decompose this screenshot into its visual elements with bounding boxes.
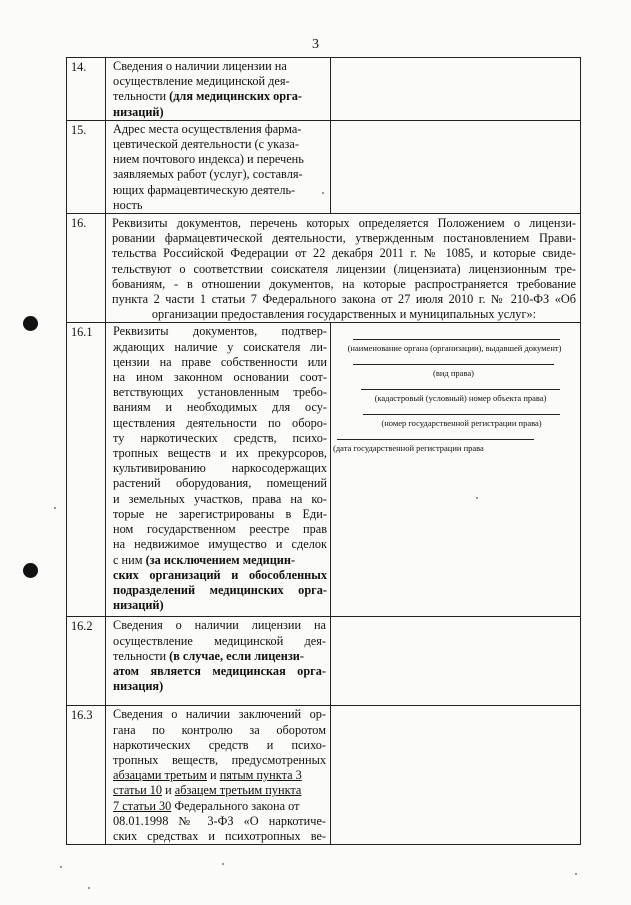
registration-date-field[interactable] — [333, 439, 534, 464]
desc-line: ровании фармацевтической деятельности, утвержденным постановлением Прави- — [112, 231, 576, 246]
scan-speck — [575, 873, 577, 875]
desc-text: и — [162, 783, 175, 798]
law-reference-link[interactable]: пятым пункта 3 — [219, 768, 302, 783]
right-type-field[interactable] — [353, 364, 554, 389]
scan-speck — [60, 866, 62, 868]
desc-text: и — [206, 768, 220, 783]
scan-speck — [88, 887, 90, 889]
scan-speck — [476, 497, 478, 499]
value-cell-15[interactable] — [331, 120, 581, 213]
desc-line: ских средствах и психотропных ве- — [113, 829, 326, 844]
desc-line: Реквизиты документов, подтвер- — [113, 324, 327, 339]
desc-line — [113, 89, 326, 104]
desc-line: ющих фармацевтическую деятель- — [113, 182, 296, 197]
page-number: 3 — [312, 37, 319, 52]
value-cell-14[interactable] — [331, 58, 581, 121]
license-form-table — [66, 57, 581, 845]
row-number: 15. — [67, 120, 106, 213]
row-number: 16.1 — [67, 323, 106, 617]
desc-line: тропных веществ, предусмотренных — [113, 753, 326, 768]
desc-line: Адрес места осуществления фарма- — [113, 121, 302, 136]
table-row — [67, 706, 581, 845]
table-row — [67, 120, 581, 213]
table-row — [67, 323, 581, 617]
desc-line — [113, 105, 326, 120]
desc-bold-line: ских организаций и обособленных — [113, 567, 327, 582]
law-reference-link[interactable]: абзацем третьим пункта — [174, 783, 302, 798]
desc-line: заявляемых работ (услуг), составля- — [113, 167, 303, 182]
desc-line: Сведения о наличии лицензии на — [113, 59, 287, 73]
desc-line: тельства Российской Федерации от 22 декабря 2011 г. № 1085, и которые свиде- — [112, 246, 576, 261]
value-cell-16-1 — [331, 323, 581, 617]
scan-speck — [222, 863, 224, 865]
row-number: 16.3 — [67, 706, 106, 845]
table-row — [67, 58, 581, 121]
desc-line: 08.01.1998 № 3-ФЗ «О наркотиче- — [113, 813, 326, 828]
desc-line: ту наркотических средств, психо- — [113, 430, 327, 445]
row-description — [106, 120, 331, 213]
table-row — [67, 214, 581, 323]
cadastral-number-field[interactable] — [361, 389, 560, 414]
desc-text: тельности — [113, 648, 170, 663]
law-reference-link[interactable]: статьи 10 — [113, 783, 163, 798]
desc-text: с ним — [113, 552, 146, 567]
desc-line: осуществление медицинской дея- — [113, 633, 326, 648]
desc-bold-text: (за исключением медицин- — [145, 552, 296, 567]
desc-line: ждающих наличие у соискателя ли- — [113, 339, 327, 354]
desc-line: ваниям и необходимых для осу- — [113, 400, 327, 415]
desc-bold-line: низация) — [113, 679, 164, 694]
punch-hole-top — [23, 316, 38, 331]
scan-speck — [322, 192, 324, 194]
desc-line — [113, 799, 326, 814]
desc-line: бованиям, - в отношении документов, на которые распространяется требование — [112, 276, 576, 291]
desc-bold-line: подразделений медицинских орга- — [113, 582, 327, 597]
desc-line: цевтической деятельности (с указа- — [113, 137, 299, 152]
desc-bold-line: низаций) — [113, 598, 164, 613]
desc-line: пункта 2 части 1 статьи 7 Федерального закона от 27 июля 2010 г. № 210-ФЗ «Об — [112, 292, 576, 307]
scan-speck — [54, 507, 56, 509]
desc-line: организации предоставления государственных и муниципальных услуг»: — [151, 307, 537, 322]
desc-line: ществления деятельности по оборо- — [113, 415, 327, 430]
field-caption: (кадастровый (условный) номер объекта права) — [374, 393, 547, 404]
desc-line — [113, 649, 326, 664]
desc-line: гана по контролю за оборотом — [113, 722, 326, 737]
desc-line — [113, 768, 326, 783]
field-caption: (номер государственной регистрации права) — [381, 418, 542, 429]
row-number: 16. — [67, 214, 106, 323]
desc-line: цензии на праве собственности или — [113, 354, 327, 369]
row-number: 14. — [67, 58, 106, 121]
desc-line: на ином законном основании соот- — [113, 370, 327, 385]
registration-number-field[interactable] — [363, 414, 560, 439]
desc-line: ность — [113, 197, 143, 212]
desc-line: ном государственном реестре прав — [113, 522, 327, 537]
desc-line: тропных веществ и их прекурсоров, — [113, 446, 327, 461]
law-reference-link[interactable]: абзацами третьим — [113, 768, 207, 783]
desc-line: на недвижимое имущество и сделок — [113, 537, 327, 552]
field-caption: (дата государственной регистрации права — [333, 443, 484, 454]
row-description — [106, 58, 331, 121]
desc-line: Сведения о наличии заключений ор- — [113, 707, 326, 722]
desc-bold-text: низаций) — [113, 104, 164, 119]
row-description — [106, 617, 331, 706]
desc-bold-text: (в случае, если лицензи- — [169, 648, 304, 663]
law-reference-link[interactable]: 7 статьи 30 — [113, 798, 172, 813]
field-caption: (наименование органа (организации), выдавшей документ) — [347, 343, 562, 354]
row-description — [106, 323, 331, 617]
value-cell-16-3[interactable] — [331, 706, 581, 845]
value-cell-16-2[interactable] — [331, 617, 581, 706]
field-caption: (вид права) — [433, 368, 474, 379]
desc-text: Федерального закона от — [171, 798, 300, 813]
desc-bold-line: атом является медицинская орга- — [113, 664, 326, 679]
desc-line: торые не зарегистрированы в Еди- — [113, 506, 327, 521]
desc-line: наркотических средств и психо- — [113, 737, 326, 752]
desc-line: культивированию наркосодержащих — [113, 461, 327, 476]
desc-text: тельности — [113, 89, 170, 104]
row-description-full — [106, 214, 581, 323]
desc-line — [113, 553, 327, 568]
desc-line: нием почтового индекса) и перечень — [113, 152, 304, 167]
punch-hole-bottom — [23, 563, 38, 578]
desc-line: и земельных участков, права на ко- — [113, 491, 327, 506]
row-description — [106, 706, 331, 845]
desc-bold-text: (для медицинских орга- — [169, 89, 302, 104]
row-number: 16.2 — [67, 617, 106, 706]
desc-line: ветствующих установленным требо- — [113, 385, 327, 400]
desc-line: тельствуют о соответствии соискателя лицензии (лицензиата) лицензионным тре- — [112, 261, 576, 276]
desc-line — [113, 783, 326, 798]
table-row — [67, 617, 581, 706]
issuing-authority-field[interactable] — [341, 339, 568, 364]
desc-line: осуществление медицинской дея- — [113, 74, 290, 89]
desc-line: Реквизиты документов, перечень которых определяется Положением о лицензи- — [112, 216, 576, 231]
desc-line: растений оборудования, помещений — [113, 476, 327, 491]
desc-line: Сведения о наличии лицензии на — [113, 618, 326, 633]
